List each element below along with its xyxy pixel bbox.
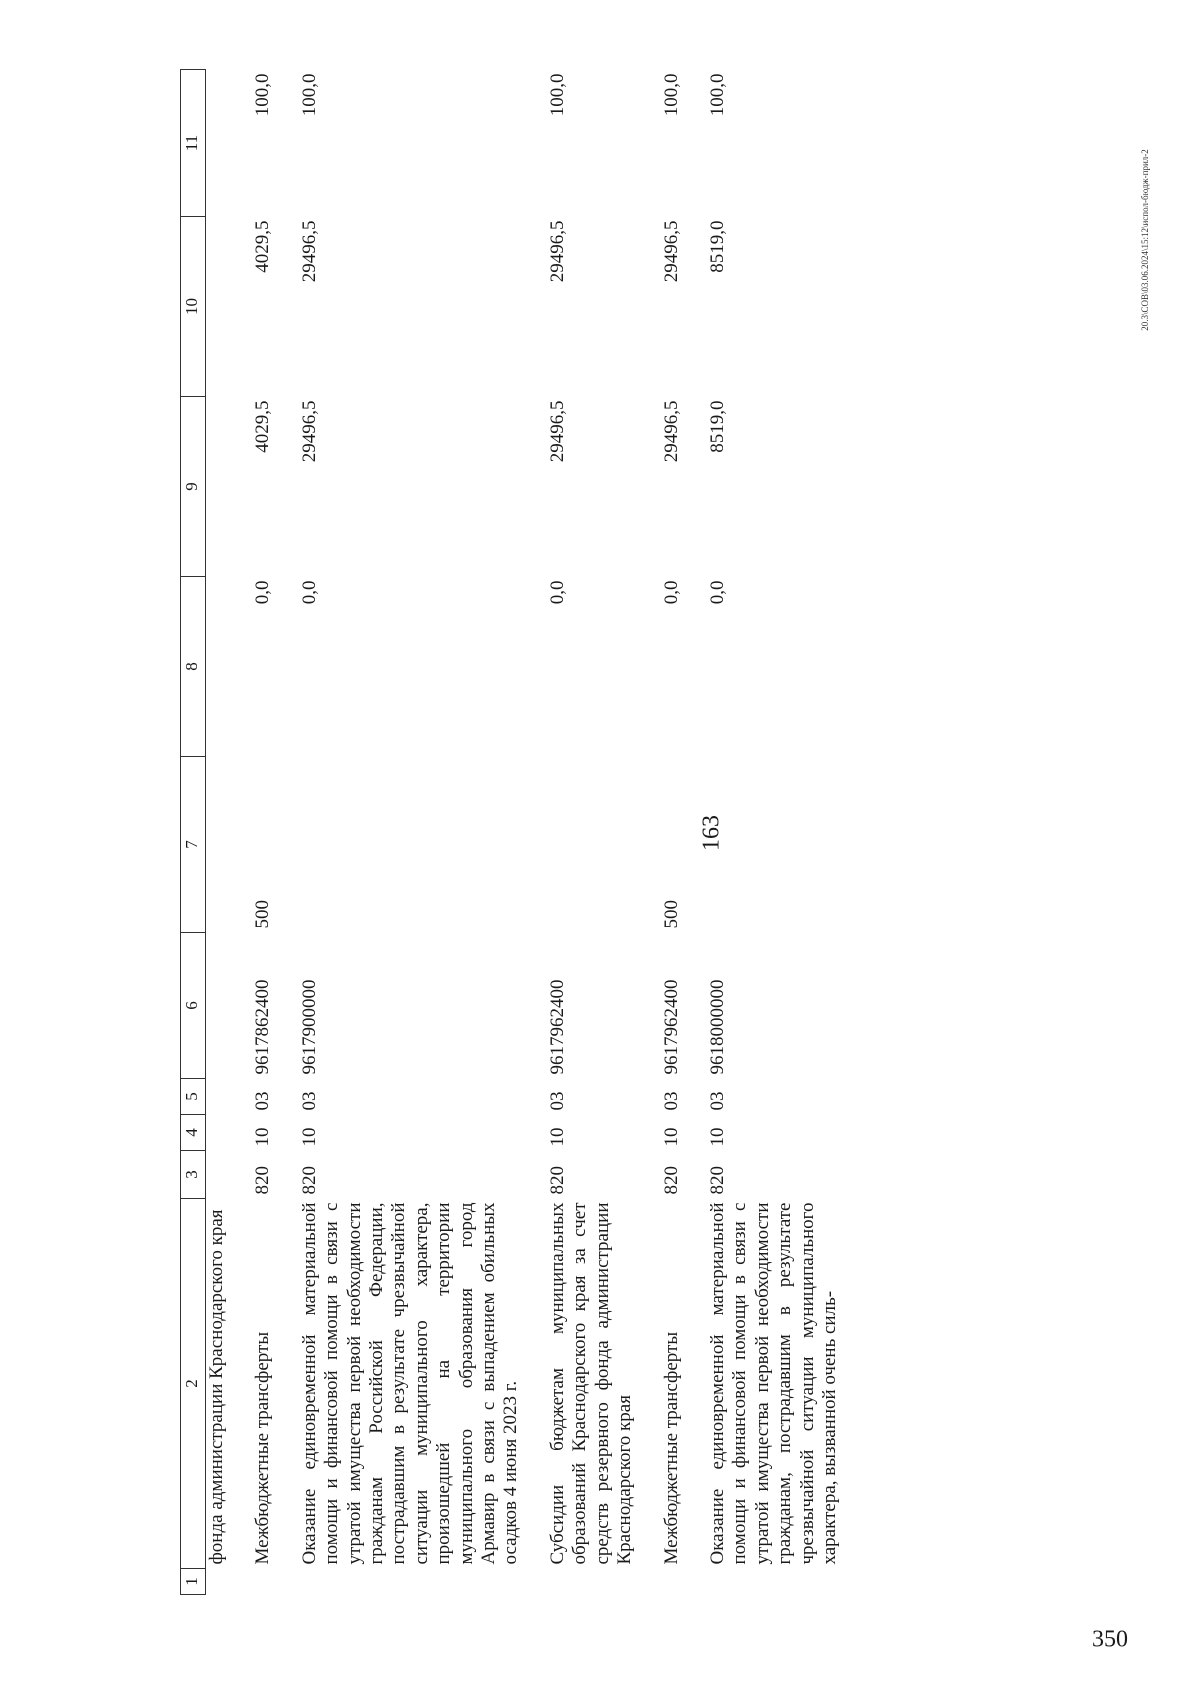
cell-col7 [707, 757, 841, 933]
col-header-4: 4 [181, 1115, 206, 1151]
page-number-bottom: 350 [1092, 1626, 1128, 1653]
budget-table [180, 69, 841, 1595]
cell-col10: 8519,0 [706, 220, 728, 273]
cell-col5: 03 [298, 1091, 320, 1111]
table-row [661, 70, 683, 1595]
cell-col9 [206, 397, 229, 577]
cell-col8: 0,0 [546, 580, 568, 605]
cell-col6: 9617900000 [298, 979, 320, 1075]
cell-col4: 10 [298, 1127, 320, 1147]
cell-col5: 03 [252, 1091, 274, 1111]
cell-col1 [707, 1569, 841, 1595]
cell-col6 [206, 933, 229, 1079]
col-header-11: 11 [181, 70, 206, 217]
header-row [181, 70, 206, 1595]
cell-col7: 500 [660, 900, 682, 929]
cell-col5: 03 [660, 1091, 682, 1111]
cell-description: Межбюджетные трансферты [252, 1331, 274, 1565]
col-header-9: 9 [181, 397, 206, 577]
page-number-top: 163 [698, 815, 725, 851]
cell-col5: 03 [546, 1091, 568, 1111]
cell-col3: 820 [298, 1166, 320, 1195]
cell-col1 [206, 1569, 229, 1595]
cell-description: Субсидии бюджетам муниципальных образований Краснодарского края за счет средств резервного фонда администрации Краснодарского края [546, 1202, 636, 1565]
cell-col8: 0,0 [252, 580, 274, 605]
cell-col1 [299, 1569, 523, 1595]
cell-col11: 100,0 [546, 73, 568, 117]
cell-col10: 29496,5 [298, 220, 320, 283]
cell-col9: 29496,5 [298, 400, 320, 463]
cell-col4: 10 [706, 1127, 728, 1147]
document-code: 20.3\СОВ\03.06.2024\15:12\испол-бюдж-прил-2 [1140, 149, 1150, 331]
table-row [206, 70, 229, 1595]
cell-col11 [206, 70, 229, 217]
cell-col8 [206, 577, 229, 757]
col-header-6: 6 [181, 933, 206, 1079]
cell-col8: 0,0 [298, 580, 320, 605]
cell-col8: 0,0 [660, 580, 682, 605]
col-header-8: 8 [181, 577, 206, 757]
cell-col1 [252, 1569, 274, 1595]
cell-col11: 100,0 [706, 73, 728, 117]
cell-col10: 4029,5 [252, 220, 274, 273]
cell-col7 [547, 757, 637, 933]
cell-col3: 820 [660, 1166, 682, 1195]
cell-col10 [206, 217, 229, 397]
cell-col4: 10 [546, 1127, 568, 1147]
cell-col11: 100,0 [252, 73, 274, 117]
cell-col1 [547, 1569, 637, 1595]
cell-description: Межбюджетные трансферты [660, 1331, 682, 1565]
cell-description: Оказание единовременной материальной помощи и финансовой помощи в связи с утратой имущества первой необходимости гражданам, пострадавшим в результате чрезвычайной ситуации муниципального характера, вызванной очень силь- [706, 1202, 840, 1565]
cell-col9: 29496,5 [660, 400, 682, 463]
cell-col3 [206, 1151, 229, 1199]
cell-col4 [206, 1115, 229, 1151]
col-header-2: 2 [181, 1199, 206, 1569]
cell-col11: 100,0 [660, 73, 682, 117]
col-header-10: 10 [181, 217, 206, 397]
cell-col5 [206, 1079, 229, 1115]
cell-col3: 820 [252, 1166, 274, 1195]
cell-col7 [299, 757, 523, 933]
table-row [299, 70, 523, 1595]
cell-col7 [206, 757, 229, 933]
cell-col6: 9618000000 [706, 979, 728, 1075]
cell-col10: 29496,5 [660, 220, 682, 283]
col-header-7: 7 [181, 757, 206, 933]
col-header-5: 5 [181, 1079, 206, 1115]
cell-col11: 100,0 [298, 73, 320, 117]
cell-col9: 29496,5 [546, 400, 568, 463]
cell-col1 [661, 1569, 683, 1595]
rotated-table-container [180, 70, 980, 1595]
cell-col6: 9617962400 [546, 979, 568, 1075]
col-header-1: 1 [181, 1569, 206, 1595]
cell-col6: 9617862400 [252, 979, 274, 1075]
table-row [547, 70, 637, 1595]
cell-col9: 8519,0 [706, 400, 728, 453]
cell-col9: 4029,5 [252, 400, 274, 453]
cell-col4: 10 [660, 1127, 682, 1147]
cell-col6: 9617962400 [660, 979, 682, 1075]
col-header-3: 3 [181, 1151, 206, 1199]
cell-col5: 03 [706, 1091, 728, 1111]
cell-description: Оказание единовременной материальной помощи и финансовой помощи в связи с утратой имущества первой необходимости гражданам Российской Федерации, пострадавшим в результате чрезвычайной ситуации муниципального характера, произошедшей на территории муниципального образования город Армавир в связи с выпадением обильных осадков 4 июня 2023 г. [298, 1202, 522, 1565]
cell-description: фонда администрации Краснодарского края [206, 1209, 227, 1565]
cell-col10: 29496,5 [546, 220, 568, 283]
cell-col4: 10 [252, 1127, 274, 1147]
cell-col3: 820 [706, 1166, 728, 1195]
cell-col3: 820 [546, 1166, 568, 1195]
table-row [252, 70, 274, 1595]
table-row [707, 70, 841, 1595]
cell-col8: 0,0 [706, 580, 728, 605]
cell-col7: 500 [252, 900, 274, 929]
